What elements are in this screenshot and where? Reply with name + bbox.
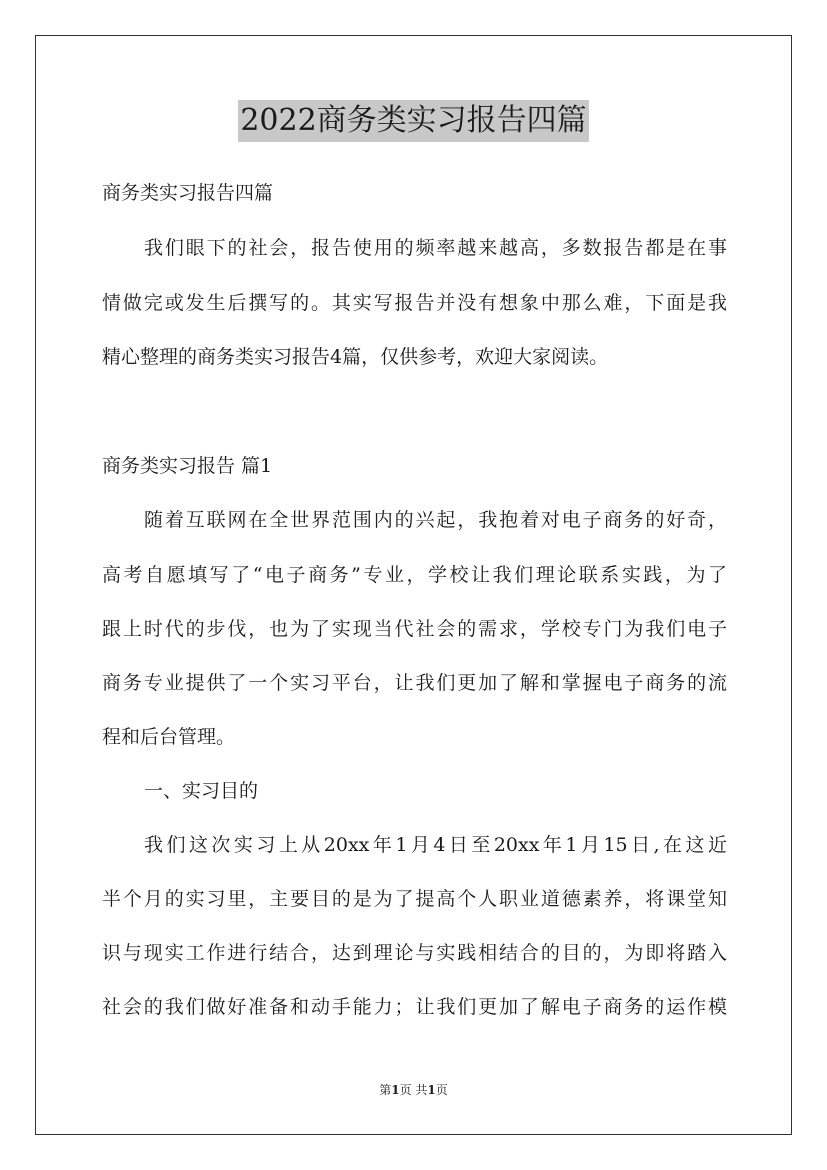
document-subtitle: 商务类实习报告四篇 (102, 182, 274, 204)
page-footer (0, 1082, 827, 1098)
para1-line: 随着互联网在全世界范围内的兴起，我抱着对电子商务的好奇， (144, 509, 727, 531)
subheading-purpose: 一、实习目的 (144, 780, 259, 802)
footer-page-number: 1 (391, 1083, 400, 1097)
para1-line: 跟上时代的步伐，也为了实现当代社会的需求，学校专门为我们电子 (102, 618, 727, 640)
intro-line: 情做完或发生后撰写的。其实写报告并没有想象中那么难，下面是我 (102, 292, 727, 314)
document-title: 2022商务类实习报告四篇 (238, 100, 588, 142)
section-heading: 商务类实习报告 篇1 (102, 455, 273, 477)
para1-line: 商务专业提供了一个实习平台，让我们更加了解和掌握电子商务的流 (102, 672, 727, 694)
title-container (0, 100, 827, 142)
footer-suffix: 页 (435, 1083, 448, 1097)
para2-line: 社会的我们做好准备和动手能力；让我们更加了解电子商务的运作模 (102, 996, 727, 1018)
para2-line: 半个月的实习里，主要目的是为了提高个人职业道德素养，将课堂知 (102, 888, 727, 910)
para2-line: 我们这次实习上从20xx年1月4日至20xx年1月15日,在这近 (144, 834, 727, 856)
para2-line: 识与现实工作进行结合，达到理论与实践相结合的目的，为即将踏入 (102, 942, 727, 964)
footer-mid: 页 共 (399, 1083, 428, 1097)
para1-line: 程和后台管理。 (102, 726, 236, 748)
footer-page-total: 1 (427, 1083, 436, 1097)
intro-line: 精心整理的商务类实习报告4篇，仅供参考，欢迎大家阅读。 (102, 346, 609, 368)
para1-line: 高考自愿填写了“电子商务”专业，学校让我们理论联系实践，为了 (102, 564, 727, 586)
intro-line: 我们眼下的社会，报告使用的频率越来越高，多数报告都是在事 (144, 237, 727, 259)
footer-prefix: 第 (379, 1083, 392, 1097)
